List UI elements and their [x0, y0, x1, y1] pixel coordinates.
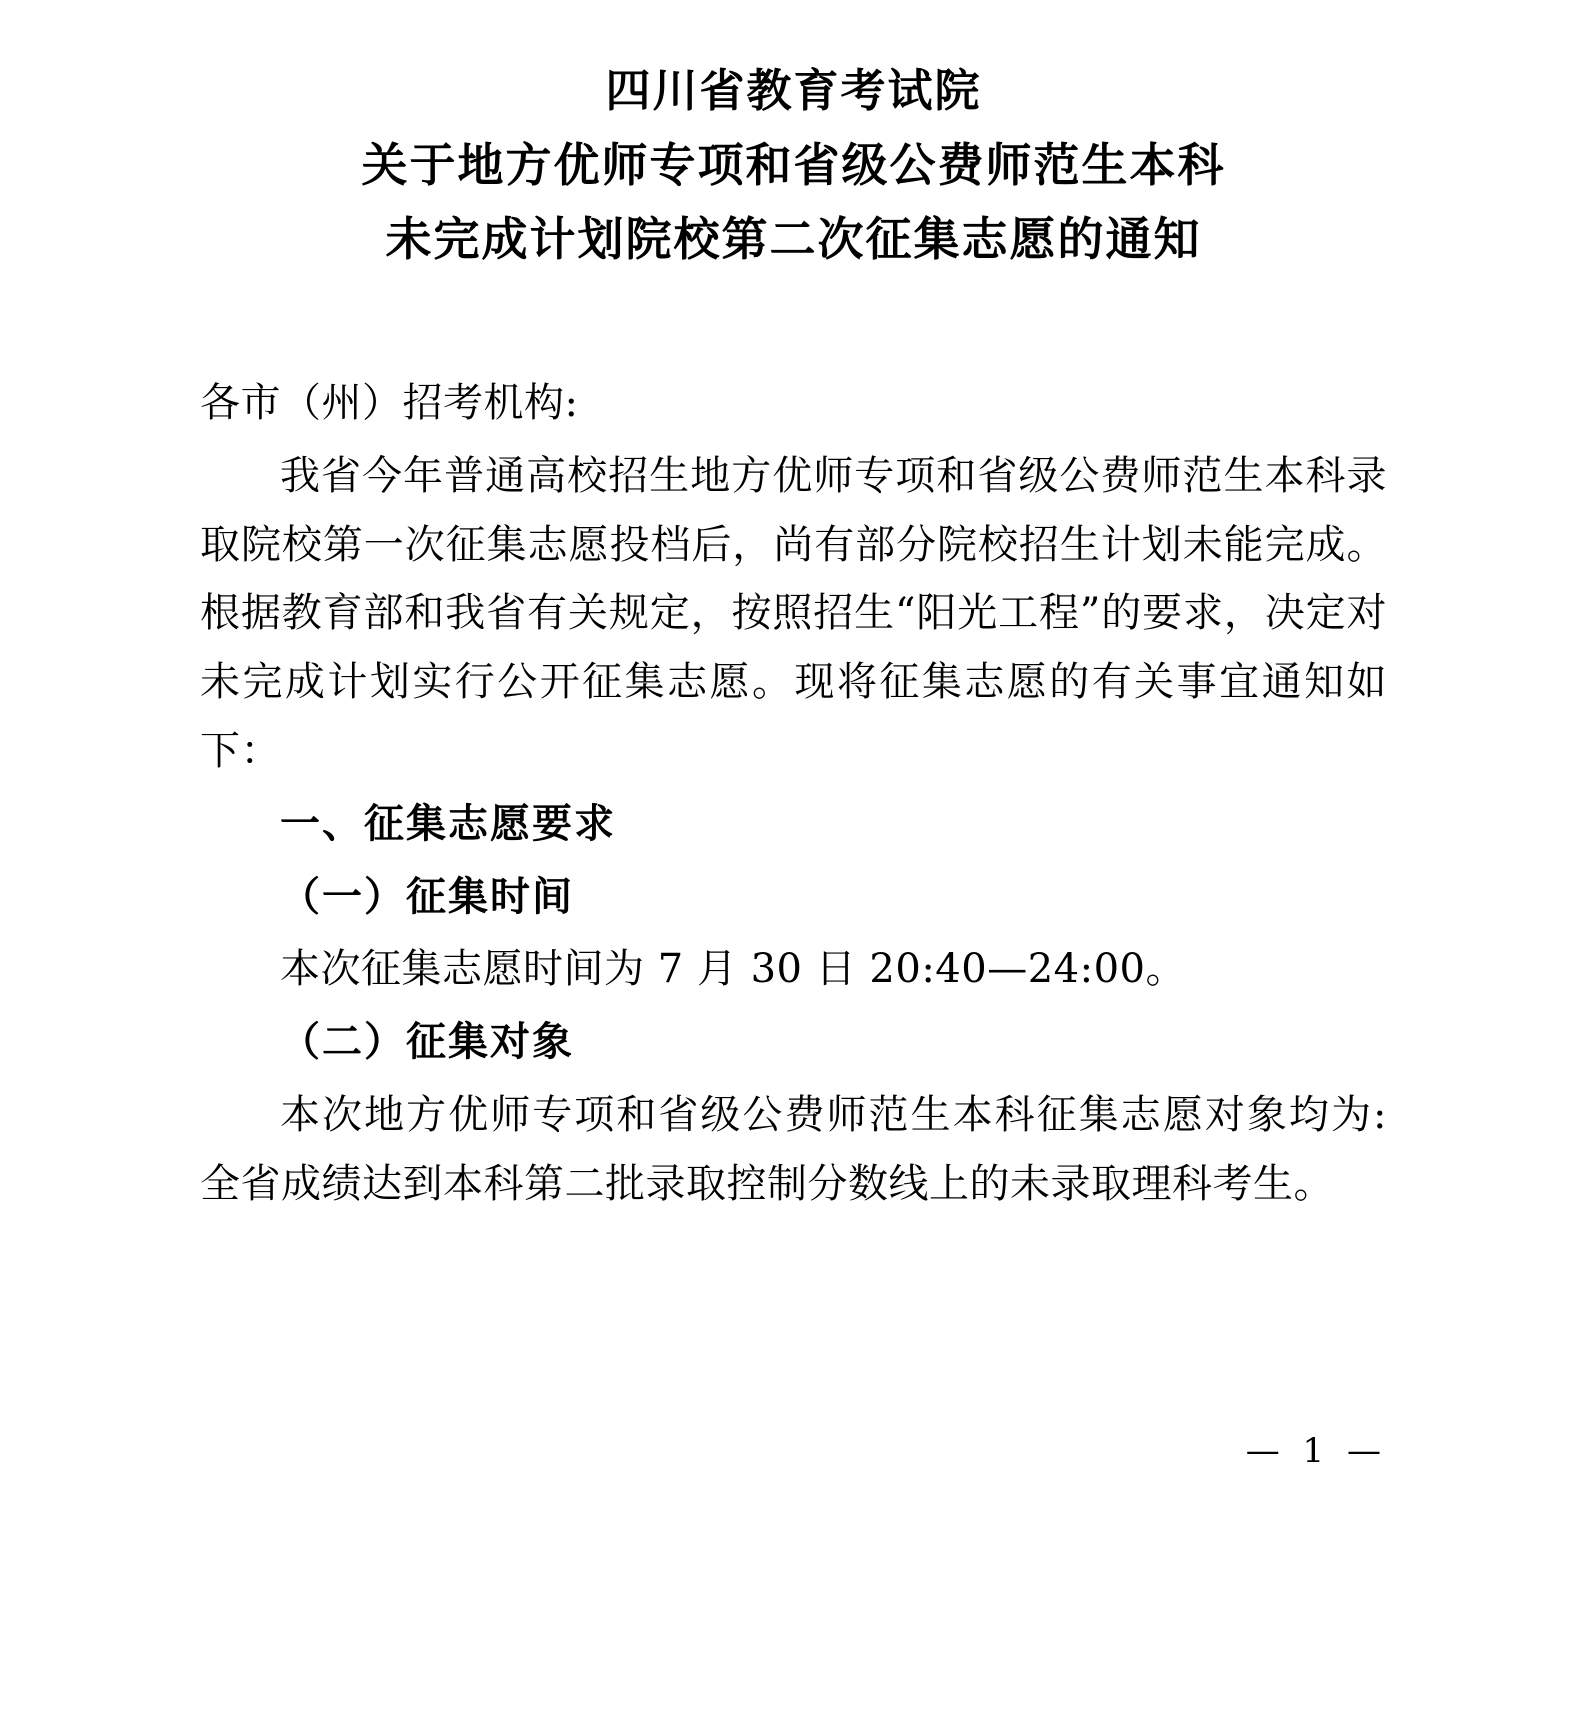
- collection-target-paragraph: 本次地方优师专项和省级公费师范生本科征集志愿对象均为: 全省成绩达到本科第二批录取控制分数线上的未录取理科考生。: [200, 1091, 1387, 1207]
- title-line-subject-1: 关于地方优师专项和省级公费师范生本科: [361, 137, 1226, 192]
- intro-paragraph: 我省今年普通高校招生地方优师专项和省级公费师范生本科录取院校第一次征集志愿投档后，尚有部分院校招生计划未能完成。根据教育部和我省有关规定，按照招生“阳光工程”的要求，决定对未完成计划实行公开征集志愿。现将征集志愿的有关事宜通知如下：: [200, 452, 1387, 774]
- section-heading-one: 一、征集志愿要求: [280, 799, 616, 847]
- title-line-subject-2: 未完成计划院校第二次征集志愿的通知: [385, 212, 1202, 267]
- subsection-heading-target: （二）征集对象: [280, 1018, 574, 1066]
- salutation: 各市（州）招考机构:: [200, 379, 579, 426]
- subsection-heading-time: （一）征集时间: [280, 872, 574, 920]
- title-line-issuer: 四川省教育考试院: [605, 64, 982, 117]
- collection-time-paragraph: 本次征集志愿时间为 7 月 30 日 20:40—24:00。: [280, 946, 1186, 993]
- document-title: [200, 55, 1387, 277]
- page-number: — 1 —: [1245, 1431, 1387, 1471]
- document-body: [200, 369, 1387, 1219]
